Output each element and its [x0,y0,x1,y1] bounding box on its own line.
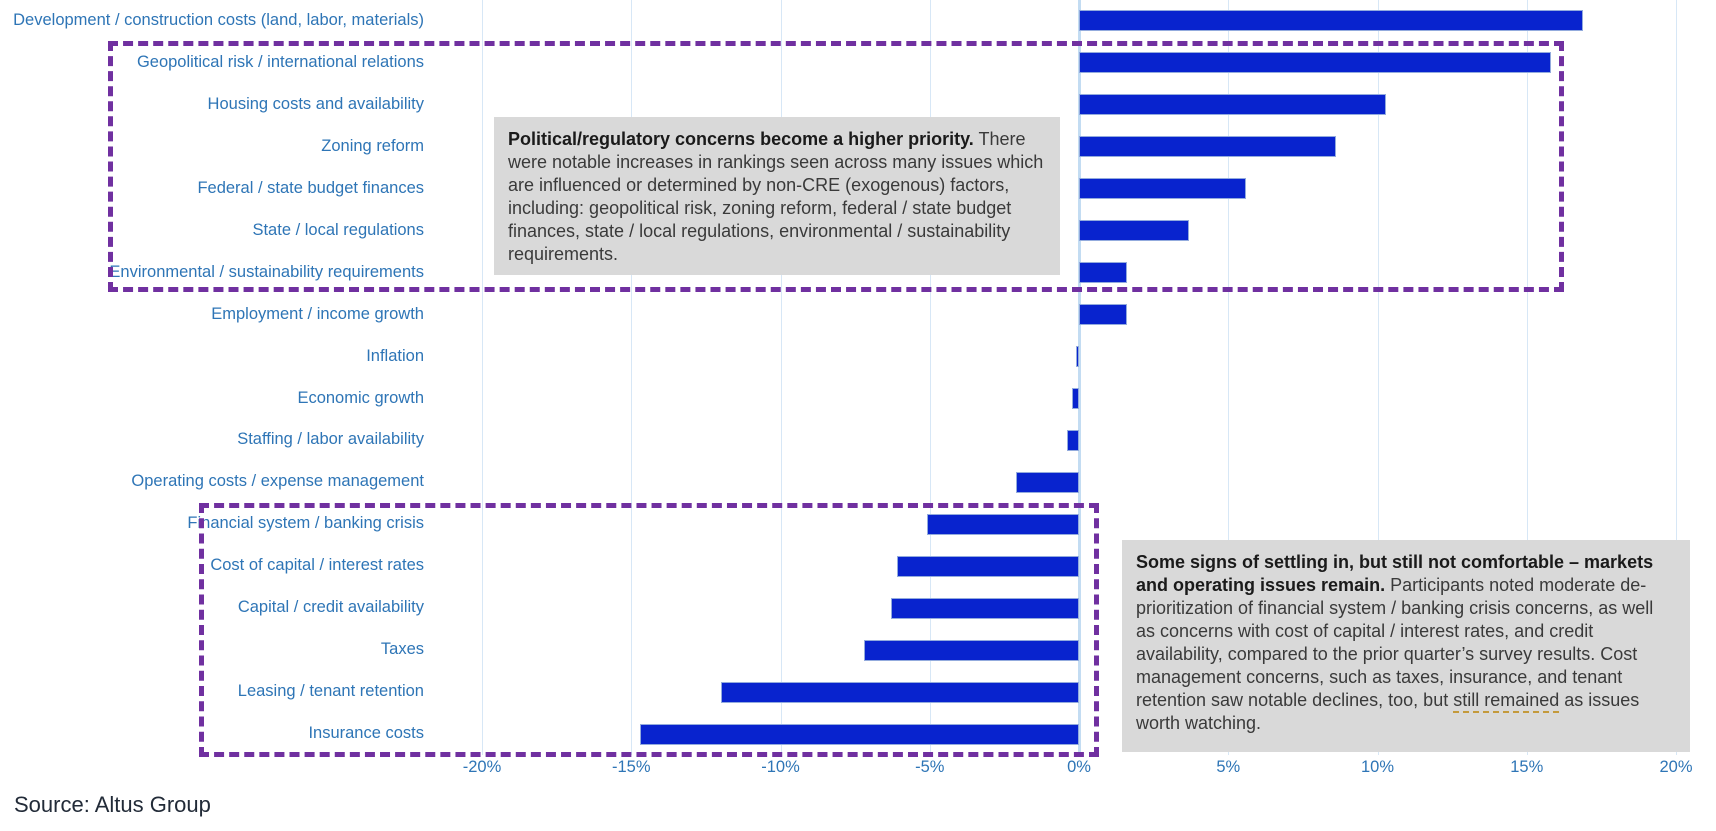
category-label: Staffing / labor availability [237,430,424,449]
category-label: Development / construction costs (land, labor, materials) [13,11,424,29]
category-label: Environmental / sustainability requirements [109,262,424,281]
gridline [482,0,483,755]
callout-political-regulatory [494,117,1060,275]
bar [640,724,1079,745]
category-label: Insurance costs [308,724,424,743]
bar [1072,388,1079,409]
bar [1079,136,1336,157]
category-label: Employment / income growth [211,304,424,323]
bar [891,598,1079,619]
x-tick-label: 5% [1216,758,1241,776]
gridline [781,0,782,755]
category-label: Capital / credit availability [237,598,424,617]
x-tick-label: -15% [611,758,651,776]
callout-political-body-text: There were notable increases in rankings seen across many issues which are influenced or determined by non-CRE (exogenous) factors, including: geopolitical risk, zoning reform, federal / state budget finances, state / local regulations, environmental / sustainability requirements. [508,129,1044,264]
gridline [631,0,632,755]
x-tick-label: 0% [1067,758,1091,776]
bar [1079,304,1127,325]
category-label: Economic growth [297,388,424,407]
bar [721,682,1079,703]
bar [1079,52,1551,73]
bar [1079,10,1583,31]
bar [864,640,1079,661]
bar [927,514,1079,535]
bar [897,556,1079,577]
bar [1079,178,1246,199]
category-label: Taxes [380,640,424,659]
category-label: Geopolitical risk / international relations [136,52,424,71]
source-attribution: Source: Altus Group [14,792,211,817]
category-label: Operating costs / expense management [131,472,424,491]
callout-settling-body-after-text: as issues worth watching. [1136,690,1640,733]
x-tick-label: -20% [462,758,502,776]
bar [1079,262,1127,283]
x-tick-label: 20% [1659,758,1693,776]
x-tick-label: 10% [1360,758,1395,776]
callout-settling-underlined-text: still remained [1453,690,1559,713]
category-label: Inflation [366,346,424,365]
callout-settling-bold-text: Some signs of settling in, but still not comfortable – markets and operating issues remain. [1136,552,1654,595]
category-label: Financial system / banking crisis [187,514,424,533]
x-tick-label: 15% [1510,758,1544,776]
callout-settling-in [1122,540,1690,752]
bar [1067,430,1079,451]
bar [1079,220,1189,241]
category-label: Cost of capital / interest rates [210,556,424,575]
callout-political-bold-text: Political/regulatory concerns become a higher priority. [508,129,974,149]
category-label: Federal / state budget finances [197,178,424,197]
category-label: Zoning reform [321,136,424,155]
category-label: State / local regulations [252,220,424,239]
bar [1016,472,1079,493]
x-tick-label: -10% [761,758,800,776]
category-label: Housing costs and availability [207,94,424,113]
bar [1079,94,1386,115]
category-label: Leasing / tenant retention [237,682,424,701]
bar [1076,346,1079,367]
callout-settling-body-text: Participants noted moderate de-prioritization of financial system / banking crisis concerns, as well as concerns with cost of capital / interest rates, and credit availability, compared to the prior quarter’s survey results. Cost management concerns, such as taxes, insurance, and tenant retention saw notable declines, too, but [1136,575,1654,710]
x-tick-label: -5% [915,758,945,776]
